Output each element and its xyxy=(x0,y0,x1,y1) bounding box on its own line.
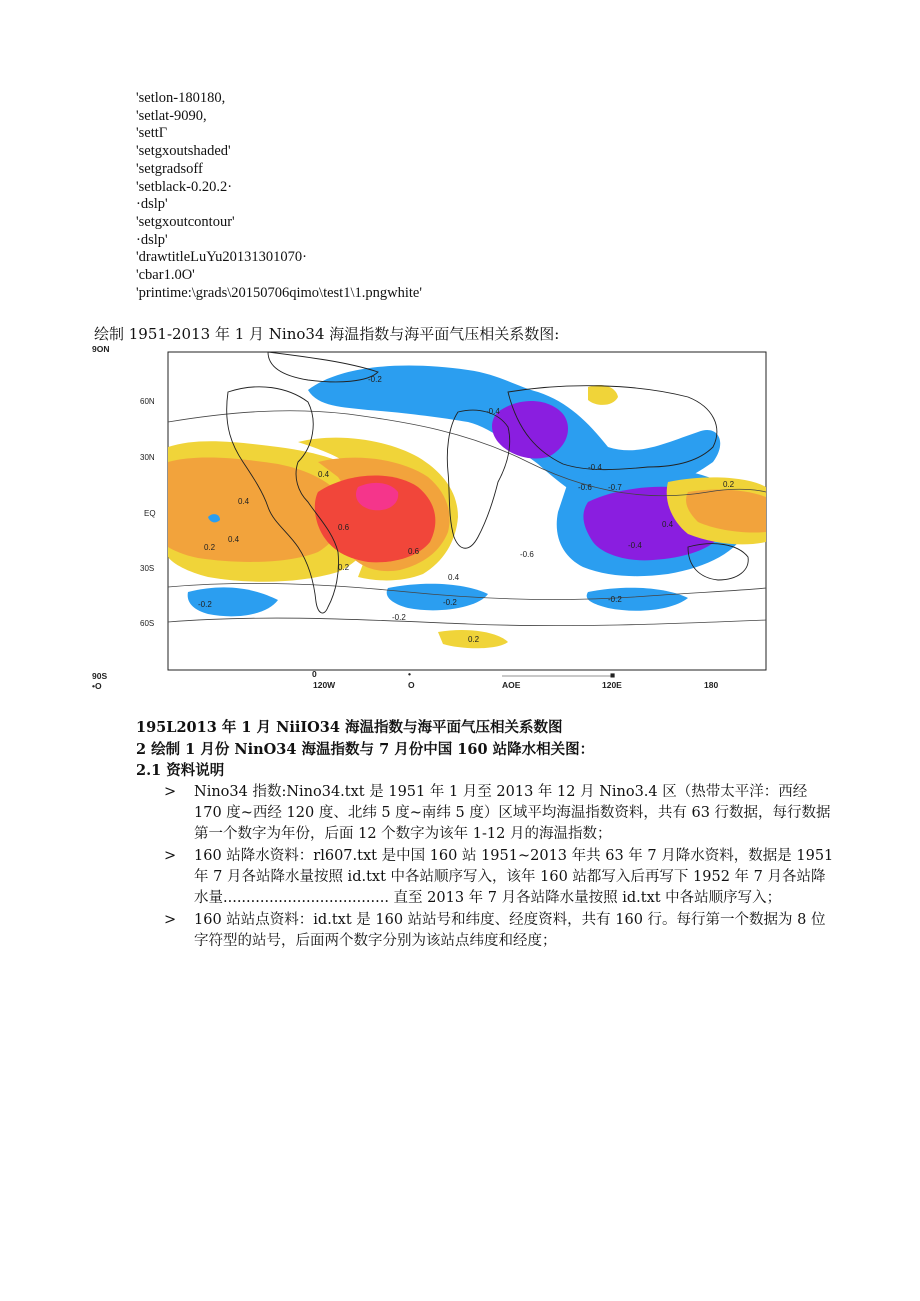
map-area xyxy=(140,352,766,670)
y-tick-60n: 60N xyxy=(140,397,155,406)
list-item xyxy=(164,910,834,952)
contour-label: -0.2 xyxy=(198,600,212,609)
code-line: 'setlon-180180, xyxy=(136,90,226,106)
data-description-list xyxy=(164,782,834,953)
lat-label-bottom-2: •O xyxy=(92,681,102,691)
grads-script-block xyxy=(136,90,422,302)
y-tick-eq: EQ xyxy=(144,509,156,518)
code-line: 'setlat-9090, xyxy=(136,107,207,124)
contour-label: 0.4 xyxy=(238,497,250,506)
contour-label: -0.2 xyxy=(608,595,622,604)
contour-label: 0.6 xyxy=(408,547,420,556)
contour-label: 0.2 xyxy=(468,635,480,644)
code-line: 'cbar1.0O' xyxy=(136,267,195,284)
code-line: 'printime:\grads\20150706qimo\test1\1.pngwhite' xyxy=(136,284,422,301)
x-tick-180: 180 xyxy=(704,680,719,690)
contour-label: -0.2 xyxy=(368,375,382,384)
x-tick-o: O xyxy=(408,680,415,690)
x-tick-mark: 0 xyxy=(312,669,317,679)
list-item xyxy=(164,782,834,845)
bullet-marker: > xyxy=(164,848,177,864)
x-tick-mark: ■ xyxy=(610,670,616,680)
contour-label: -0.2 xyxy=(443,598,457,607)
contour-label: -0.7 xyxy=(608,483,622,492)
x-tick-mark: • xyxy=(408,669,411,679)
contour-label: 0.4 xyxy=(228,535,240,544)
contour-label: -0.6 xyxy=(578,483,592,492)
bullet-marker: > xyxy=(164,784,177,800)
subsection-heading: 2.1 资料说明 xyxy=(136,762,225,779)
code-line: 'setgxoutcontour' xyxy=(136,213,235,230)
code-line: 'drawtitleLuYu20131301070· xyxy=(136,249,307,266)
contour-label: -0.6 xyxy=(520,550,534,559)
correlation-map-figure xyxy=(92,342,782,692)
contour-label: 0.4 xyxy=(662,520,674,529)
contour-label: -0.4 xyxy=(588,463,602,472)
y-tick-30n: 30N xyxy=(140,453,155,462)
list-item-text: Nino34 指数:Nino34.txt 是 1951 年 1 月至 2013 年 12 月 Nino3.4 区（热带太平洋：西经 170 度~西经 120 度、北纬 5 度~南纬 5 度）区域平均海温指数资料，共有 63 行数据，每行数据第一个数字为年份，后面 12 个数字为该年 1-12 月的海温指数； xyxy=(194,784,831,842)
lat-label-top: 9ON xyxy=(92,344,110,354)
x-tick-120w: 120W xyxy=(313,680,336,690)
bullet-marker: > xyxy=(164,912,177,928)
list-item-text: 160 站降水资料：rl607.txt 是中国 160 站 1951~2013 年共 63 年 7 月降水资料，数据是 1951 年 7 月各站降水量按照 id.txt 中各站顺序写入，该年 160 站都写入后再写下 1952 年 7 月各站降水量.................................... 直至 2013 年 7 月各站降水量按照 id.txt 中各站顺序写入； xyxy=(194,848,834,906)
code-line: 'settΓ xyxy=(136,125,168,142)
figure-title: 195L2013 年 1 月 NiiIO34 海温指数与海平面气压相关系数图 xyxy=(136,719,563,736)
contour-label: 0.2 xyxy=(338,563,350,572)
y-tick-30s: 30S xyxy=(140,564,155,573)
lat-label-bottom: 90S xyxy=(92,671,108,681)
x-tick-aoe: AOE xyxy=(502,680,521,690)
contour-label: -0.4 xyxy=(628,541,642,550)
x-tick-120e: 120E xyxy=(602,680,622,690)
contour-label: -0.2 xyxy=(392,613,406,622)
y-tick-60s: 60S xyxy=(140,619,155,628)
code-line: 'setblack-0.20.2· xyxy=(136,178,233,195)
list-item-text: 160 站站点资料：id.txt 是 160 站站号和纬度、经度资料，共有 160 行。每行第一个数据为 8 位字符型的站号，后面两个数字分别为该站点纬度和经度； xyxy=(194,912,826,949)
contour-label: 0.2 xyxy=(723,480,735,489)
code-line: 'setgradsoff xyxy=(136,160,203,177)
contour-label: 0.6 xyxy=(338,523,350,532)
section-heading: 2 绘制 1 月份 NinO34 海温指数与 7 月份中国 160 站降水相关图： xyxy=(136,741,595,758)
list-item xyxy=(164,846,834,909)
code-line: ·dslp' xyxy=(136,231,168,248)
contour-label: 0.4 xyxy=(448,573,460,582)
code-line: 'setgxoutshaded' xyxy=(136,143,231,160)
figure-intro-text: 绘制 1951-2013 年 1 月 Nino34 海温指数与海平面气压相关系数图: xyxy=(94,325,560,343)
contour-label: 0.2 xyxy=(204,543,216,552)
code-line: ·dslp' xyxy=(136,196,168,213)
contour-label: -0.4 xyxy=(486,407,500,416)
contour-label: 0.4 xyxy=(318,470,330,479)
correlation-map-svg xyxy=(92,342,782,692)
